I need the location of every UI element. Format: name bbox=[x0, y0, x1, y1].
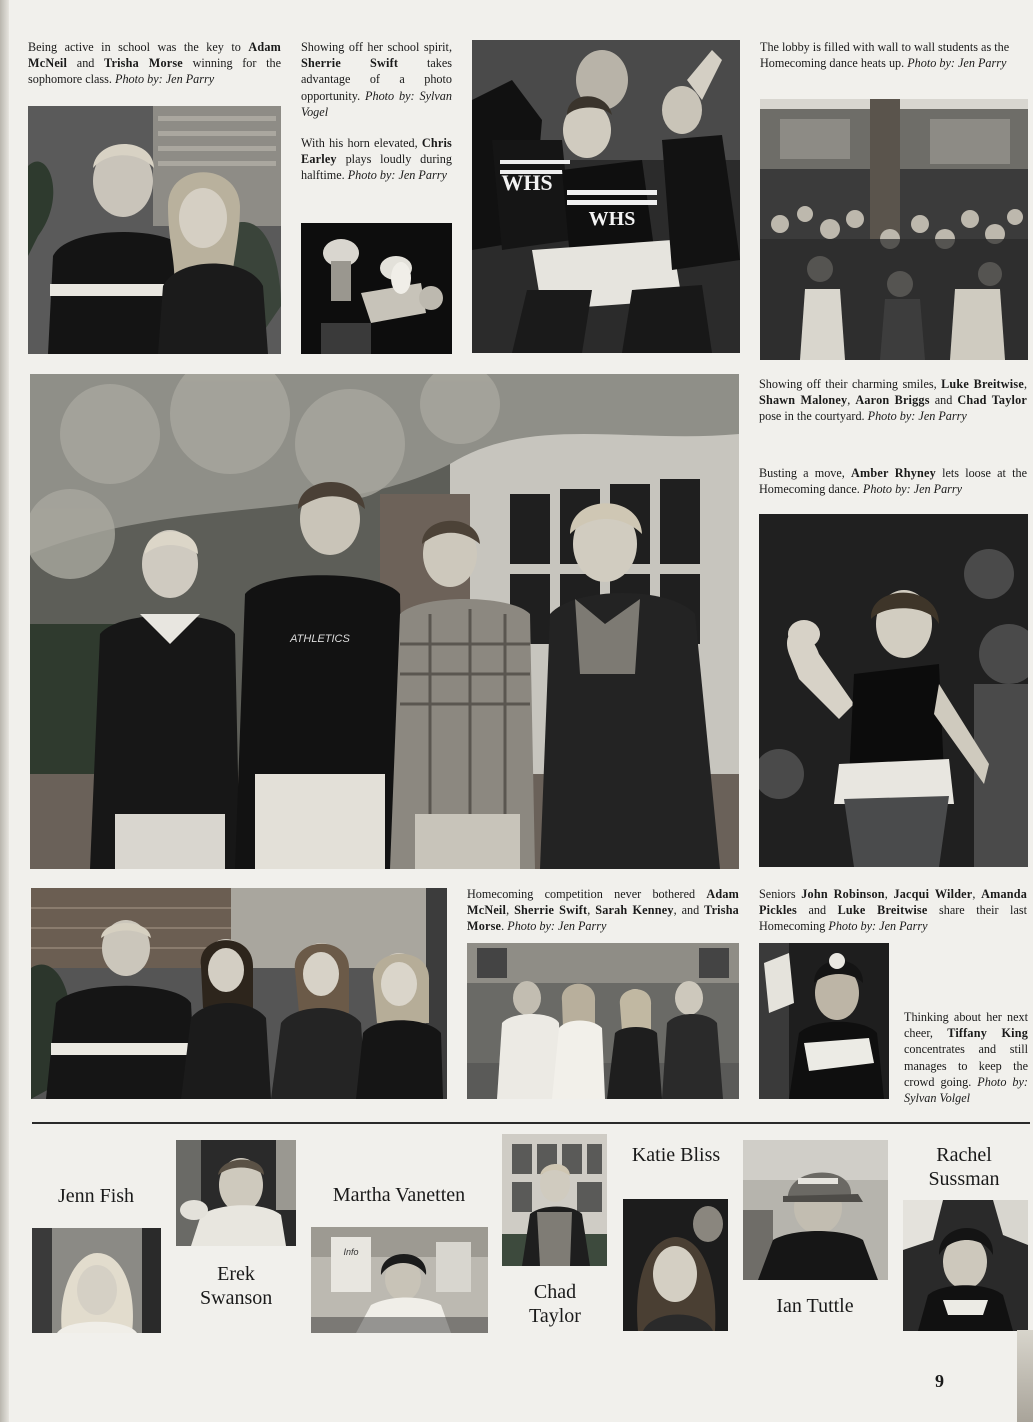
portrait-katie-bliss bbox=[623, 1199, 728, 1331]
portrait-erek-swanson bbox=[176, 1140, 296, 1246]
portrait-name-erek-swanson: Erek Swanson bbox=[200, 1263, 273, 1309]
page-number: 9 bbox=[935, 1371, 944, 1391]
caption-courtyard: Showing off their charming smiles, Luke Breitwise, Shawn Maloney, Aaron Briggs and Chad Taylor pose in the courtyard. Photo by: Jen Parry bbox=[759, 377, 1027, 424]
poster-text: Info bbox=[343, 1247, 359, 1257]
page-binding-edge bbox=[0, 0, 9, 1422]
photo-tiffany-king bbox=[759, 943, 889, 1099]
portrait-ian-tuttle bbox=[743, 1140, 888, 1280]
photo-cheerleaders bbox=[472, 40, 740, 353]
photo-adam-trisha bbox=[28, 106, 281, 354]
caption-homecoming-competition: Homecoming competition never bothered Adam McNeil, Sherrie Swift, Sarah Kenney, and Trisha Morse. Photo by: Jen Parry bbox=[467, 887, 739, 934]
caption-school-spirit: Showing off her school spirit, Sherrie Swift takes advantage of a photo opportunity. Photo by: Sylvan Vogel bbox=[301, 40, 452, 119]
portrait-name-martha-vanetten: Martha Vanetten bbox=[332, 1184, 466, 1206]
portrait-name-ian-tuttle: Ian Tuttle bbox=[776, 1295, 854, 1317]
photo-homecoming-lobby bbox=[760, 99, 1028, 360]
page-corner-shadow bbox=[1017, 1330, 1033, 1422]
cheer-uniform-letters-2: WHS bbox=[588, 208, 636, 230]
caption-lobby: The lobby is filled with wall to wall students as the Homecoming dance heats up. Photo by: Jen Parry bbox=[760, 40, 1010, 71]
caption-cheer-concentrate: Thinking about her next cheer, Tiffany King concentrates and still manages to keep the crowd going. Photo by: Sylvan Volgel bbox=[904, 1010, 1028, 1106]
caption-dance-move: Busting a move, Amber Rhyney lets loose at the Homecoming dance. Photo by: Jen Parry bbox=[759, 466, 1027, 497]
photo-courtyard-group bbox=[30, 374, 739, 869]
cheer-uniform-letters: WHS bbox=[501, 170, 553, 195]
portrait-name-rachel-sussman: Rachel Sussman bbox=[928, 1144, 1000, 1190]
caption-seniors: Seniors John Robinson, Jacqui Wilder, Amanda Pickles and Luke Breitwise share their last Homecoming Photo by: Jen Parry bbox=[759, 887, 1028, 934]
portrait-section-divider bbox=[32, 1122, 1030, 1124]
portrait-name-jenn-fish: Jenn Fish bbox=[57, 1185, 135, 1207]
portrait-name-katie-bliss: Katie Bliss bbox=[631, 1144, 721, 1166]
portrait-name-chad-taylor: Chad Taylor bbox=[529, 1281, 581, 1327]
portrait-rachel-sussman bbox=[903, 1200, 1028, 1331]
portrait-chad-taylor bbox=[502, 1134, 607, 1266]
shirt-logo-text: ATHLETICS bbox=[290, 633, 350, 645]
portrait-martha-vanetten bbox=[311, 1227, 488, 1333]
photo-homecoming-competitors bbox=[31, 888, 447, 1099]
photo-seniors bbox=[467, 943, 739, 1099]
caption-horn-halftime: With his horn elevated, Chris Earley plays loudly during halftime. Photo by: Jen Parry bbox=[301, 136, 452, 183]
photo-amber-dancing bbox=[759, 514, 1028, 867]
portrait-jenn-fish bbox=[32, 1228, 161, 1333]
photo-horn-halftime bbox=[301, 223, 452, 354]
caption-class-winners: Being active in school was the key to Adam McNeil and Trisha Morse winning for the sophomore class. Photo by: Jen Parry bbox=[28, 40, 281, 87]
